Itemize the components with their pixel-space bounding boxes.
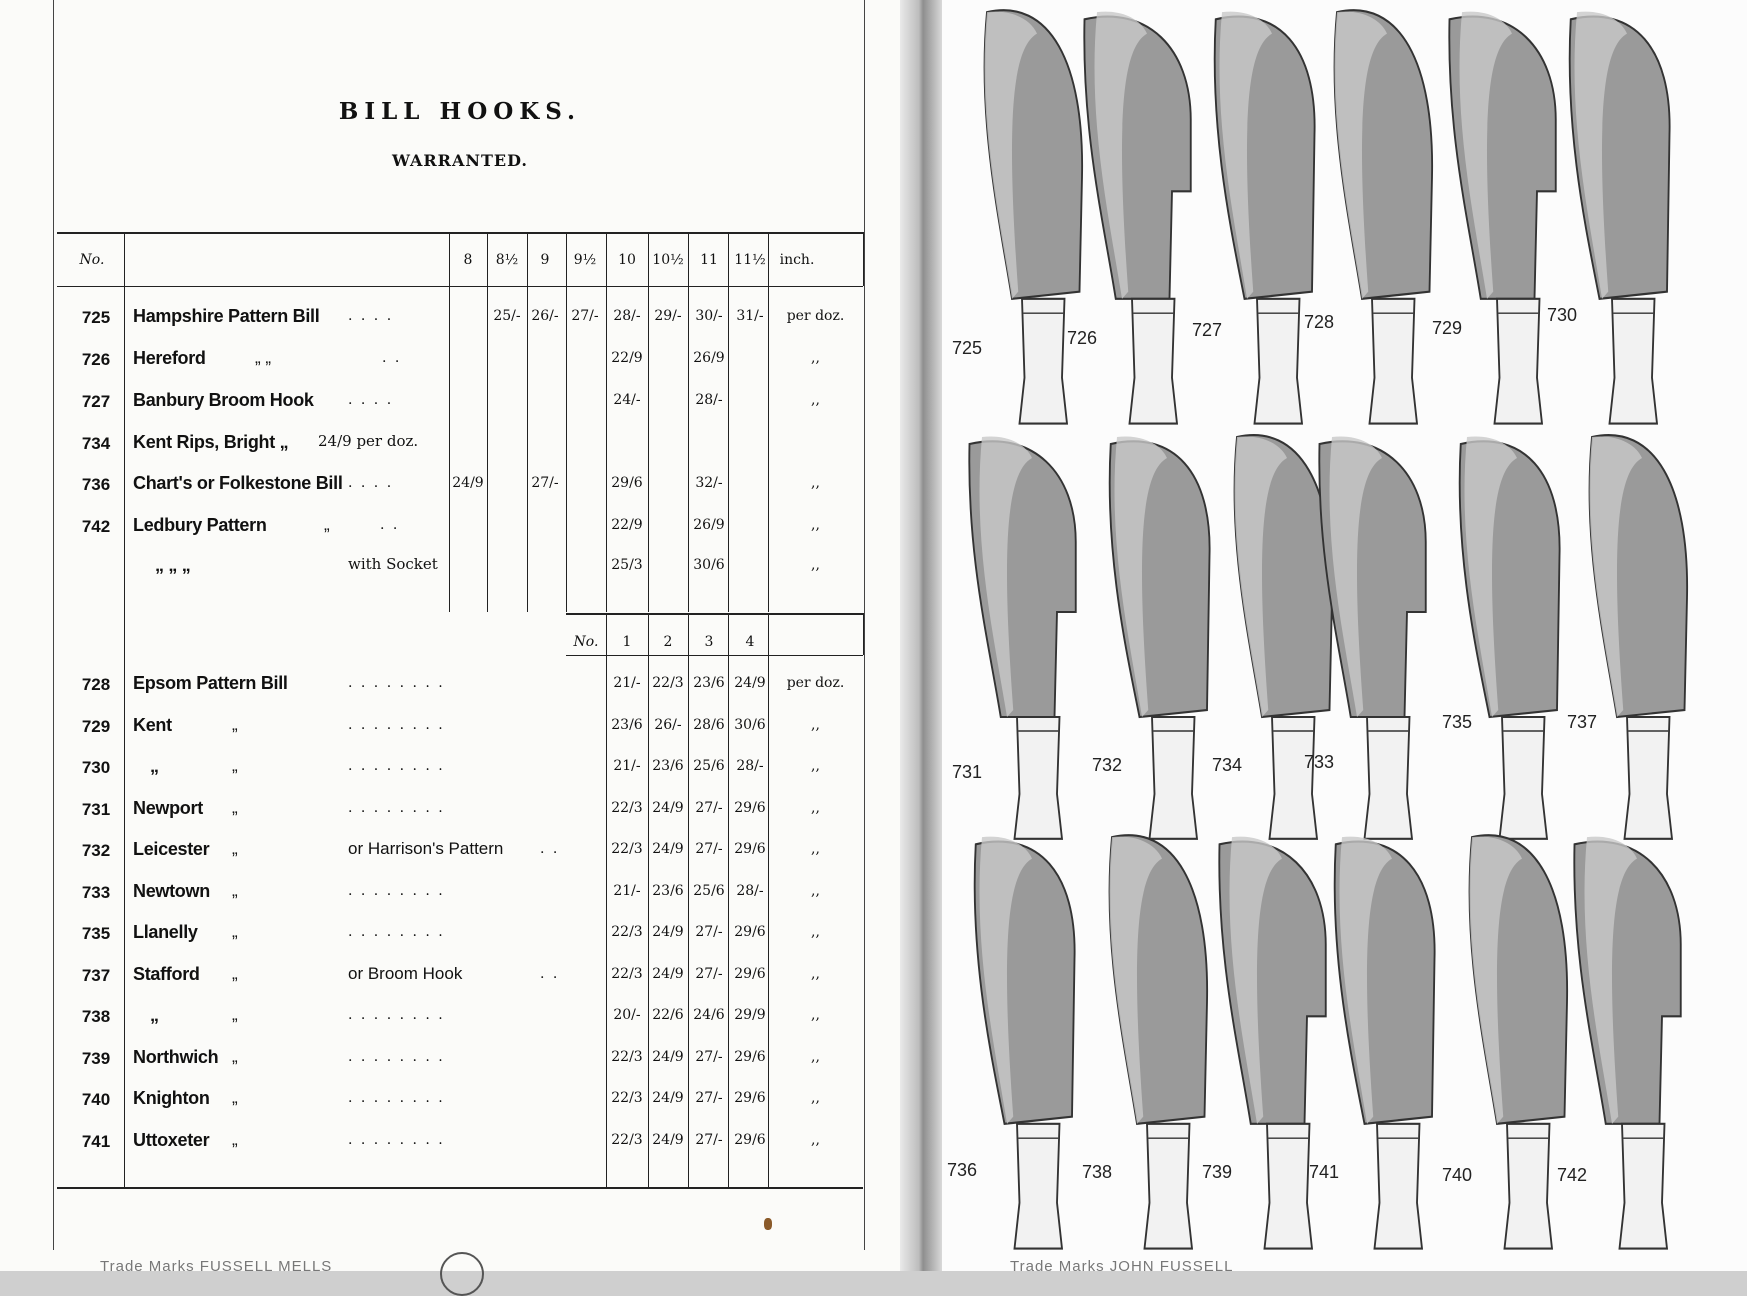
billhook-illustration	[957, 830, 1082, 1260]
table-rule	[688, 655, 689, 1187]
row-extra: „	[324, 515, 330, 534]
illustration-number: 731	[952, 762, 983, 782]
row-price: 22/9	[611, 517, 643, 533]
illustration-number: 737	[1567, 712, 1598, 732]
row-dots: . .	[380, 517, 400, 533]
row-price: 28/6	[693, 717, 725, 733]
row-price: 22/9	[611, 350, 643, 366]
row-number: 731	[81, 800, 111, 819]
row-price: 27/-	[531, 475, 559, 491]
row-price: 29/6	[734, 1090, 766, 1106]
row-extra: or Harrison's Pattern	[348, 839, 504, 858]
row-number: 726	[81, 350, 111, 369]
row-dots: . .	[540, 841, 560, 857]
row-price: 24/-	[613, 392, 641, 408]
row-number: 737	[81, 966, 111, 985]
row-price: 29/6	[611, 475, 643, 491]
row-price: 26/9	[693, 350, 725, 366]
row-name: Northwich	[133, 1047, 219, 1067]
row-quote: „	[232, 839, 238, 858]
row-dots: . . . . . . . .	[348, 1007, 445, 1023]
row-dots: . . . . . . . .	[348, 883, 445, 899]
row-dots: . . . . . . . .	[348, 1090, 445, 1106]
illustration-number: 734	[1212, 755, 1243, 775]
illustration-number: 735	[1442, 712, 1473, 732]
row-dots: . .	[382, 350, 402, 366]
table-rule	[863, 613, 864, 655]
row-unit: ,,	[811, 1132, 820, 1148]
billhook-illustration	[1442, 430, 1567, 850]
row-price: 22/3	[611, 966, 643, 982]
row-price: 21/-	[613, 758, 641, 774]
row-price: 25/6	[693, 758, 725, 774]
row-price: 25/3	[611, 557, 643, 573]
row-price: 22/6	[652, 1007, 684, 1023]
row-name: Leicester	[133, 839, 210, 859]
row-number: 735	[81, 924, 111, 943]
row-price: 21/-	[613, 675, 641, 691]
row-number: 730	[81, 758, 111, 777]
row-price: 29/6	[734, 1132, 766, 1148]
no-header: No.	[79, 252, 105, 268]
row-price: 24/9	[652, 1090, 684, 1106]
illustration-number: 736	[947, 1160, 978, 1180]
billhook-illustration	[1092, 430, 1217, 850]
row-price: 29/6	[734, 800, 766, 816]
table-rule	[688, 232, 689, 612]
row-name: Hampshire Pattern Bill	[133, 306, 320, 326]
illustration-number: 726	[1067, 328, 1098, 348]
row-price: 26/-	[531, 308, 559, 324]
row-price: 28/-	[736, 883, 764, 899]
row-price: 22/3	[652, 675, 684, 691]
billhook-illustration	[962, 5, 1087, 435]
row-unit: ,,	[811, 924, 820, 940]
row-price: 22/3	[611, 841, 643, 857]
row-price: 29/-	[654, 308, 682, 324]
row-dots: . . . .	[348, 475, 394, 491]
row-price: 32/-	[695, 475, 723, 491]
row-price: 22/3	[611, 1049, 643, 1065]
row-name: Ledbury Pattern	[133, 515, 267, 535]
row-name: Kent Rips, Bright „	[133, 432, 289, 452]
row-unit: ,,	[811, 1007, 820, 1023]
billhook-illustration	[1447, 830, 1572, 1260]
illustration-number: 739	[1202, 1162, 1233, 1182]
row-name: Llanelly	[133, 922, 198, 942]
row-price: 24/9	[652, 1049, 684, 1065]
billhook-illustration	[1317, 830, 1442, 1260]
row-dots: . .	[540, 966, 560, 982]
row-quote: „	[232, 756, 238, 775]
row-number: 727	[81, 392, 111, 411]
billhook-illustration	[1197, 5, 1322, 435]
row-price: 30/6	[734, 717, 766, 733]
row-price: 24/9	[652, 966, 684, 982]
billhook-illustration	[1437, 5, 1562, 435]
row-extra: „ „	[255, 348, 272, 367]
illustration-number: 738	[1082, 1162, 1113, 1182]
footer-left: Trade Marks FUSSELL MELLS	[100, 1258, 333, 1275]
billhook-illustration	[1567, 430, 1692, 850]
row-price: 22/3	[611, 924, 643, 940]
row-price: 29/6	[734, 924, 766, 940]
footer-badge	[440, 1252, 484, 1296]
table-rule	[863, 232, 864, 286]
row-name: Stafford	[133, 964, 200, 984]
row-quote: „	[232, 964, 238, 983]
row-quote: „	[232, 922, 238, 941]
table-rule	[57, 232, 863, 234]
row-price: 24/9	[452, 475, 484, 491]
row-price: 24/9	[652, 1132, 684, 1148]
row-dots: . . . . . . . .	[348, 675, 445, 691]
row-price: 28/-	[613, 308, 641, 324]
paper-speck	[764, 1218, 772, 1230]
row-name: Epsom Pattern Bill	[133, 673, 288, 693]
row-price: 23/6	[611, 717, 643, 733]
row-dots: . . . . . . . .	[348, 800, 445, 816]
size-header-2: 3	[704, 634, 714, 650]
right-page	[942, 0, 1747, 1271]
billhook-illustration	[1087, 830, 1212, 1260]
row-price: 31/-	[736, 308, 764, 324]
row-price: 22/3	[611, 1132, 643, 1148]
no-header-2: No.	[573, 634, 599, 650]
size-header-2: 1	[622, 634, 632, 650]
row-number: 733	[81, 883, 111, 902]
billhook-illustration	[1072, 5, 1197, 435]
row-price: 27/-	[695, 1090, 723, 1106]
row-price: 27/-	[695, 1049, 723, 1065]
row-price: 27/-	[695, 966, 723, 982]
row-quote: „	[232, 798, 238, 817]
row-unit: ,,	[811, 966, 820, 982]
row-number: 725	[81, 308, 111, 327]
row-quote: „	[232, 1047, 238, 1066]
row-name: Newport	[133, 798, 203, 818]
table-rule	[728, 655, 729, 1187]
row-unit: per doz.	[786, 308, 845, 324]
row-price: 27/-	[695, 1132, 723, 1148]
billhook-illustration	[1207, 830, 1332, 1260]
illustration-number: 733	[1304, 752, 1335, 772]
row-unit: per doz.	[786, 675, 845, 691]
row-price: 30/6	[693, 557, 725, 573]
row-dots: . . . . . . . .	[348, 717, 445, 733]
illustration-number: 725	[952, 338, 983, 358]
row-unit: ,,	[811, 1090, 820, 1106]
row-unit: ,,	[811, 883, 820, 899]
table-rule	[606, 655, 607, 1187]
row-quote: „	[232, 1088, 238, 1107]
row-number: 741	[81, 1132, 111, 1151]
table-rule	[527, 232, 528, 612]
size-header: 10½	[652, 252, 684, 268]
row-extra: with Socket	[348, 555, 438, 573]
row-name: Newtown	[133, 881, 210, 901]
size-header: 10	[618, 252, 636, 268]
table-rule	[57, 286, 863, 287]
page-title: BILL HOOKS.	[338, 98, 582, 125]
row-price: 29/6	[734, 1049, 766, 1065]
row-price: 29/6	[734, 966, 766, 982]
page-subtitle: WARRANTED.	[392, 151, 528, 170]
row-unit: ,,	[811, 758, 820, 774]
row-name: „	[150, 1005, 159, 1025]
row-number: 732	[81, 841, 111, 860]
table-rule	[487, 232, 488, 612]
row-unit: ,,	[811, 392, 820, 408]
row-price: 27/-	[695, 924, 723, 940]
row-unit: ,,	[811, 841, 820, 857]
row-price: 29/6	[734, 841, 766, 857]
row-number: 742	[81, 517, 111, 536]
row-price: 27/-	[695, 841, 723, 857]
row-price: 27/-	[695, 800, 723, 816]
row-dots: . . . . . . . .	[348, 924, 445, 940]
row-price: 21/-	[613, 883, 641, 899]
row-price: 26/9	[693, 517, 725, 533]
row-number: 729	[81, 717, 111, 736]
row-price: 25/6	[693, 883, 725, 899]
row-dots: . . . . . . . .	[348, 1132, 445, 1148]
table-rule	[648, 655, 649, 1187]
row-unit: ,,	[811, 350, 820, 366]
row-price: 30/-	[695, 308, 723, 324]
row-name: Uttoxeter	[133, 1130, 210, 1150]
table-rule	[124, 232, 125, 286]
row-number: 736	[81, 475, 111, 494]
row-price: 24/9	[652, 800, 684, 816]
billhook-illustration	[1562, 830, 1687, 1260]
row-name: Knighton	[133, 1088, 210, 1108]
table-rule	[768, 232, 769, 612]
table-rule	[566, 655, 863, 656]
row-price: 20/-	[613, 1007, 641, 1023]
row-price: 24/9	[652, 924, 684, 940]
row-price: 25/-	[493, 308, 521, 324]
size-header-2: 4	[745, 634, 755, 650]
row-unit: ,,	[811, 717, 820, 733]
table-rule	[449, 232, 450, 612]
table-rule	[566, 613, 863, 615]
size-header: 9	[540, 252, 550, 268]
row-dots: . . . . . . . .	[348, 1049, 445, 1065]
illustration-number: 728	[1304, 312, 1335, 332]
row-price: 29/9	[734, 1007, 766, 1023]
book-gutter	[900, 0, 942, 1271]
row-unit: ,,	[811, 1049, 820, 1065]
row-number: 734	[81, 434, 111, 453]
size-header: 11½	[734, 252, 766, 268]
size-header: 8½	[495, 252, 519, 268]
row-name: Kent	[133, 715, 172, 735]
table-rule	[57, 1187, 863, 1189]
size-header: inch.	[779, 252, 815, 268]
illustration-number: 740	[1442, 1165, 1473, 1185]
row-quote: „	[232, 881, 238, 900]
illustration-number: 732	[1092, 755, 1123, 775]
row-price: 28/-	[695, 392, 723, 408]
row-price: 28/-	[736, 758, 764, 774]
row-price: 22/3	[611, 1090, 643, 1106]
row-quote: „	[232, 715, 238, 734]
size-header-2: 2	[663, 634, 673, 650]
row-unit: ,,	[811, 800, 820, 816]
row-price: 24/9	[734, 675, 766, 691]
row-price: 24/6	[693, 1007, 725, 1023]
row-name: „	[150, 756, 159, 776]
row-name: Hereford	[133, 348, 206, 368]
size-header: 8	[463, 252, 473, 268]
row-price: 23/6	[652, 758, 684, 774]
row-price: 24/9	[652, 841, 684, 857]
billhook-illustration	[1307, 430, 1432, 850]
table-rule	[566, 232, 567, 612]
billhook-illustration	[1552, 5, 1677, 435]
illustration-number: 742	[1557, 1165, 1588, 1185]
row-unit: ,,	[811, 517, 820, 533]
table-rule	[768, 655, 769, 1187]
row-price: 26/-	[654, 717, 682, 733]
row-quote: „	[232, 1130, 238, 1149]
row-name: „ „ „	[155, 555, 191, 575]
row-extra: or Broom Hook	[348, 964, 463, 983]
illustration-number: 730	[1547, 305, 1578, 325]
row-number: 739	[81, 1049, 111, 1068]
row-name: Banbury Broom Hook	[133, 390, 314, 410]
row-dots: . . . . . . . .	[348, 758, 445, 774]
table-rule	[606, 232, 607, 612]
row-name: Chart's or Folkestone Bill	[133, 473, 343, 493]
row-price: 23/6	[652, 883, 684, 899]
row-price: 22/3	[611, 800, 643, 816]
row-price: 27/-	[571, 308, 599, 324]
row-extra: 24/9 per doz.	[318, 432, 419, 450]
illustration-number: 741	[1309, 1162, 1340, 1182]
row-price: 23/6	[693, 675, 725, 691]
row-dots: . . . .	[348, 392, 394, 408]
row-number: 728	[81, 675, 111, 694]
row-unit: ,,	[811, 557, 820, 573]
footer-right: Trade Marks JOHN FUSSELL	[1010, 1258, 1234, 1275]
row-quote: „	[232, 1005, 238, 1024]
billhook-illustration	[1312, 5, 1437, 435]
row-dots: . . . .	[348, 308, 394, 324]
billhook-illustration	[957, 430, 1082, 850]
row-unit: ,,	[811, 475, 820, 491]
illustration-number: 729	[1432, 318, 1463, 338]
size-header: 9½	[573, 252, 597, 268]
row-number: 740	[81, 1090, 111, 1109]
size-header: 11	[700, 252, 718, 268]
table-rule	[648, 232, 649, 612]
table-rule	[728, 232, 729, 612]
illustration-number: 727	[1192, 320, 1223, 340]
row-number: 738	[81, 1007, 111, 1026]
